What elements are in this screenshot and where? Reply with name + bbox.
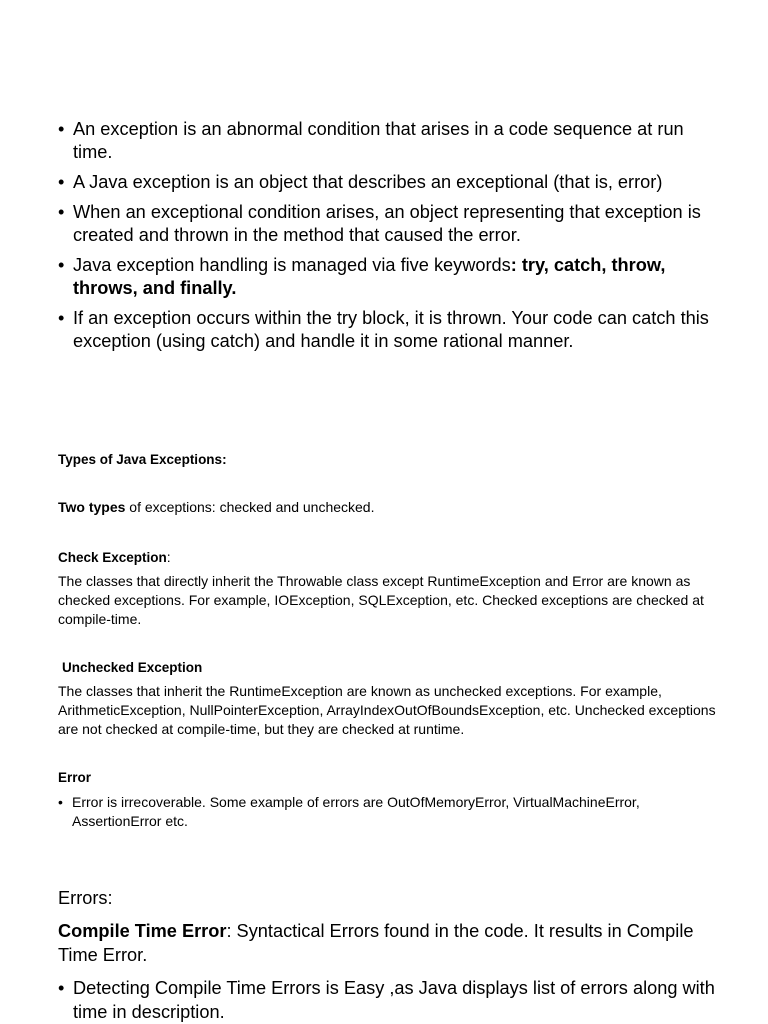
intro-bullet xyxy=(58,254,718,300)
keywords-text: : try, catch, throw, throws, and finally. xyxy=(73,255,666,298)
unchecked-body: The classes that inherit the RuntimeException are known as unchecked exceptions. For example, ArithmeticException, NullPointerException, ArrayIndexOutOfBoundsException, etc. Unchecked exceptions are not checked at compile-time, but they are checked at runtime. xyxy=(58,683,716,737)
bullet-text: A Java exception is an object that describes an exceptional (that is, error) xyxy=(73,172,663,192)
intro-bullet xyxy=(58,201,718,247)
two-types-bold: Two types xyxy=(58,499,126,515)
bullet-text: Error is irrecoverable. Some example of errors are OutOfMemoryError, VirtualMachineError, AssertionError etc. xyxy=(72,794,640,829)
intro-bullet-list xyxy=(58,118,718,360)
error-bullet xyxy=(58,793,718,831)
errors-bullet xyxy=(58,976,718,1024)
errors-heading-line xyxy=(58,886,718,910)
two-types-line xyxy=(58,498,718,517)
unchecked-heading: Unchecked Exception xyxy=(62,660,203,675)
checked-heading-suffix: : xyxy=(166,549,171,565)
intro-bullet xyxy=(58,171,718,194)
checked-body: The classes that directly inherit the Throwable class except RuntimeException and Error are known as checked exceptions. For example, IOException, SQLException, etc. Checked exceptions are checked at compile-time. xyxy=(58,573,704,627)
bullet-text: Java exception handling is managed via five keywords xyxy=(73,255,511,275)
compile-time-bold: Compile Time Error xyxy=(58,921,227,941)
checked-heading-line xyxy=(58,548,718,567)
intro-bullet xyxy=(58,307,718,353)
two-types-rest: of exceptions: checked and unchecked. xyxy=(125,499,375,515)
intro-bullet xyxy=(58,118,718,164)
compile-time-paragraph xyxy=(58,919,718,967)
bullet-text: When an exceptional condition arises, an object representing that exception is created and thrown in the method that caused the error. xyxy=(73,202,701,245)
errors-bullet-list xyxy=(58,976,718,1024)
errors-heading: Errors xyxy=(58,888,108,908)
error-heading: Error xyxy=(58,770,92,785)
error-bullet-list xyxy=(58,793,718,831)
bullet-text: Detecting Compile Time Errors is Easy ,as Java displays list of errors along with time in description. xyxy=(73,978,715,1022)
bullet-text: If an exception occurs within the try block, it is thrown. Your code can catch this exception (using catch) and handle it in some rational manner. xyxy=(73,308,709,351)
errors-heading-suffix: : xyxy=(107,888,113,908)
checked-heading: Check Exception xyxy=(58,550,167,565)
types-heading: Types of Java Exceptions: xyxy=(58,452,227,467)
bullet-text: An exception is an abnormal condition that arises in a code sequence at run time. xyxy=(73,119,684,162)
compile-time-rest: : Syntactical Errors found in the code. It results in Compile Time Error. xyxy=(58,921,694,965)
